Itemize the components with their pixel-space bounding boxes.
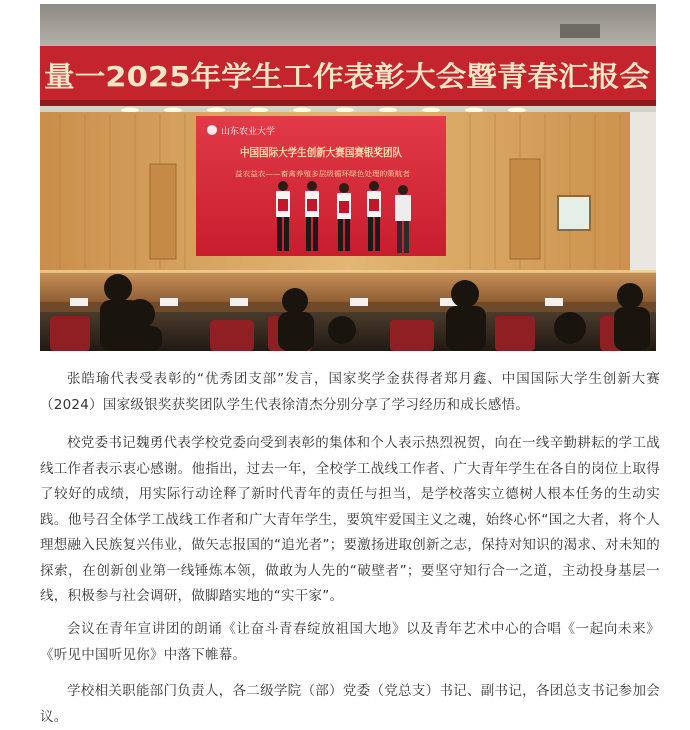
university-logo-icon	[207, 125, 217, 135]
paragraph-secretary-remarks: 校党委书记魏勇代表学校党委向受到表彰的集体和个人表示热烈祝贺，向在一线辛勤耕耘的学工战线工作者表示衷心感谢。他指出，过去一年，全校学工战线工作者、广大青年学生在各自的岗位上取得了较好的成绩，用实际行动诠释了新时代青年的责任与担当，是学校落实立德树人根本任务的生动实践。他号召全体学工战线工作者和广大青年学生，要筑牢爱国主义之魂，始终心怀“国之大者，将个人理想融入民族复兴伟业，做矢志报国的“追光者”；要激扬进取创新之志，保持对知识的渴求、对未知的探索，在创新创业第一线锤炼本领，做敢为人先的“破壁者”；要坚守知行合一之道，主动投身基层一线，积极参与社会调研，做脚踏实地的“实干家”。	[40, 435, 660, 604]
stage-floor	[40, 272, 656, 304]
side-window	[558, 196, 590, 230]
side-door-right	[510, 159, 540, 259]
paragraph-closing: 会议在青年宣讲团的朗诵《让奋斗青春绽放祖国大地》以及青年艺术中心的合唱《一起向未来》《听见中国听见你》中落下帷幕。	[40, 621, 660, 663]
screen-subtitle: 益农益农——畜禽养殖多层级循环绿色处理的策航者	[235, 170, 396, 178]
screen-logo-text: 山东农业大学	[221, 127, 276, 137]
paragraph-attendees: 学校相关职能部门负责人，各二级学院（部）党委（党总支）书记、副书记，各团总支书记参加会议。	[40, 683, 660, 725]
ceiling-vent	[560, 24, 600, 38]
screen-title: 中国国际大学生创新大赛国赛银奖团队	[240, 146, 427, 159]
banner-text: 量一2025年学生工作表彰大会暨青春汇报会	[44, 60, 650, 93]
event-photo	[40, 4, 656, 351]
side-door-left	[150, 164, 176, 259]
paragraph-speeches: 张皓瑜代表受表彰的“优秀团支部”发言，国家奖学金获得者郑月鑫、中国国际大学生创新大赛（2024）国家级银奖获奖团队学生代表徐清杰分别分享了学习经历和成长感悟。	[40, 371, 660, 413]
